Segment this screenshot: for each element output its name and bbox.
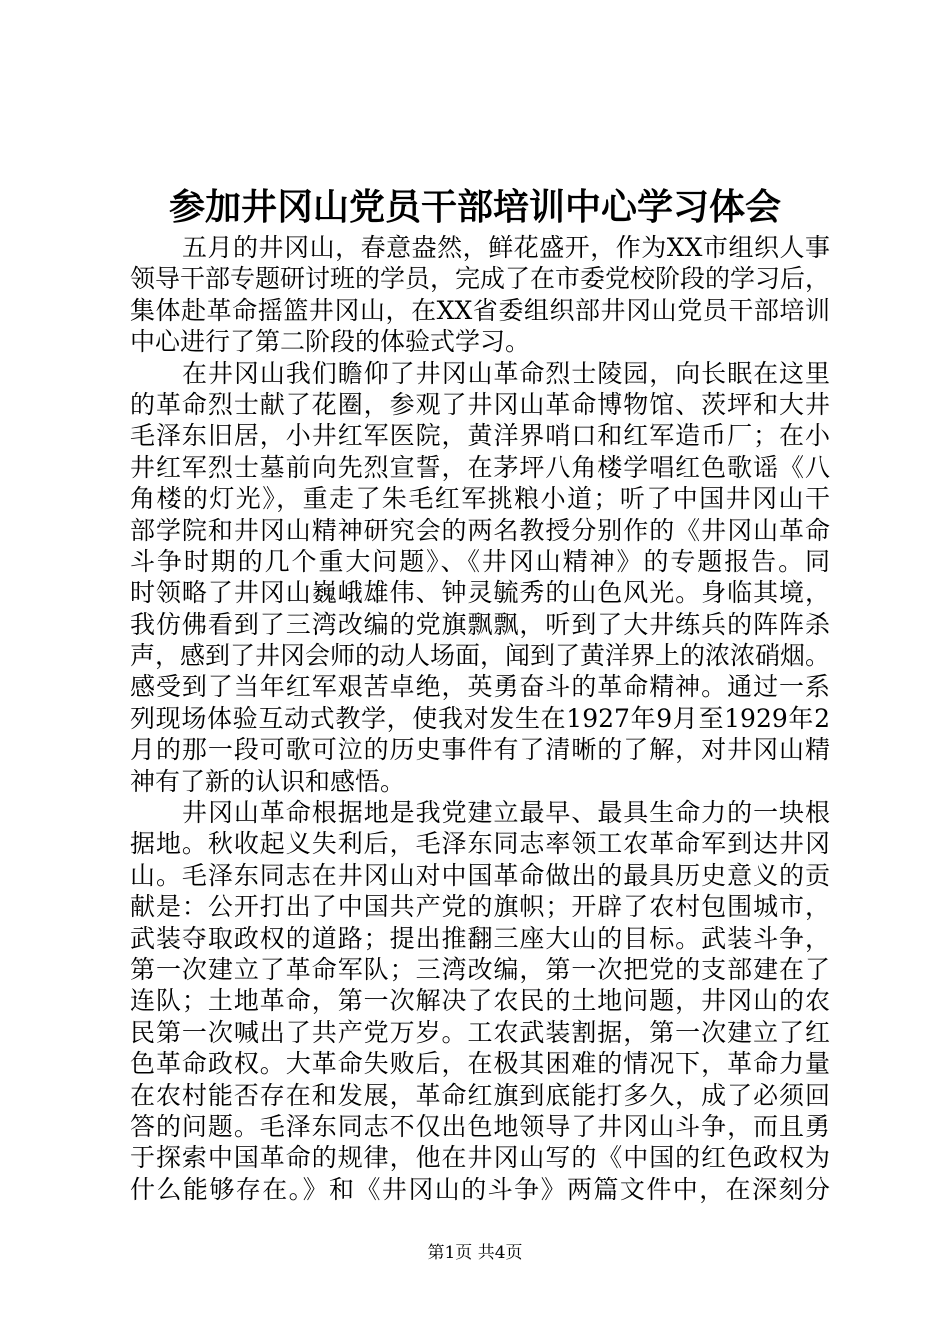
text-line: 民第一次喊出了共产党万岁。工农武装割据，第一次建立了红 [130,1017,830,1047]
text-line: 连队；土地革命，第一次解决了农民的土地问题，井冈山的农 [130,986,830,1016]
text-line: 什么能够存在。》和《井冈山的斗争》两篇文件中，在深刻分 [130,1174,830,1204]
text-line: 据地。秋收起义失利后，毛泽东同志率领工农革命军到达井冈 [130,829,830,859]
text-line: 集体赴革命摇篮井冈山，在XX省委组织部井冈山党员干部培训 [130,295,830,325]
text-line: 列现场体验互动式教学，使我对发生在1927年9月至1929年2 [130,703,830,733]
text-line: 的革命烈士献了花圈，参观了井冈山革命博物馆、茨坪和大井 [130,389,830,419]
document-body [130,232,830,1205]
text-line: 神有了新的认识和感悟。 [130,766,406,796]
text-line: 中心进行了第二阶段的体验式学习。 [130,327,531,357]
page-footer: 第1页 共4页 [427,1243,523,1263]
text-line: 献是：公开打出了中国共产党的旗帜；开辟了农村包围城市， [130,892,830,922]
paragraph-2 [130,358,830,797]
text-line: 答的问题。毛泽东同志不仅出色地领导了井冈山斗争，而且勇 [130,1111,830,1141]
text-line: 角楼的灯光》，重走了朱毛红军挑粮小道；听了中国井冈山干 [130,484,830,514]
text-line: 于探索中国革命的规律，他在井冈山写的《中国的红色政权为 [130,1143,830,1173]
text-line: 我仿佛看到了三湾改编的党旗飘飘，听到了大井练兵的阵阵杀 [130,609,830,639]
text-line: 声，感到了井冈会师的动人场面，闻到了黄洋界上的浓浓硝烟。 [130,641,831,671]
document-title: 参加井冈山党员干部培训中心学习体会 [168,186,781,228]
text-line: 领导干部专题研讨班的学员，完成了在市委党校阶段的学习后， [130,264,831,294]
paragraph-1 [130,232,830,358]
text-line: 月的那一段可歌可泣的历史事件有了清晰的了解，对井冈山精 [130,735,830,765]
text-line: 时领略了井冈山巍峨雄伟、钟灵毓秀的山色风光。身临其境， [130,578,830,608]
text-line: 感受到了当年红军艰苦卓绝，英勇奋斗的革命精神。通过一系 [130,672,830,702]
text-line: 毛泽东旧居，小井红军医院，黄洋界哨口和红军造币厂；在小 [130,421,830,451]
text-line: 山。毛泽东同志在井冈山对中国革命做出的最具历史意义的贡 [130,860,830,890]
text-line: 井冈山革命根据地是我党建立最早、最具生命力的一块根 [182,798,830,828]
text-line: 武装夺取政权的道路；提出推翻三座大山的目标。武装斗争， [130,923,830,953]
paragraph-3 [130,797,830,1205]
text-line: 第一次建立了革命军队；三湾改编，第一次把党的支部建在了 [130,954,830,984]
text-line: 色革命政权。大革命失败后，在极其困难的情况下，革命力量 [130,1049,830,1079]
text-line: 五月的井冈山，春意盎然，鲜花盛开，作为XX市组织人事 [182,233,830,262]
text-line: 在农村能否存在和发展，革命红旗到底能打多久，成了必须回 [130,1080,830,1110]
text-line: 井红军烈士墓前向先烈宣誓，在茅坪八角楼学唱红色歌谣《八 [130,452,830,482]
text-line: 斗争时期的几个重大问题》、《井冈山精神》的专题报告。同 [130,546,830,576]
text-line: 部学院和井冈山精神研究会的两名教授分别作的《井冈山革命 [130,515,830,545]
text-line: 在井冈山我们瞻仰了井冈山革命烈士陵园，向长眠在这里 [182,358,830,388]
